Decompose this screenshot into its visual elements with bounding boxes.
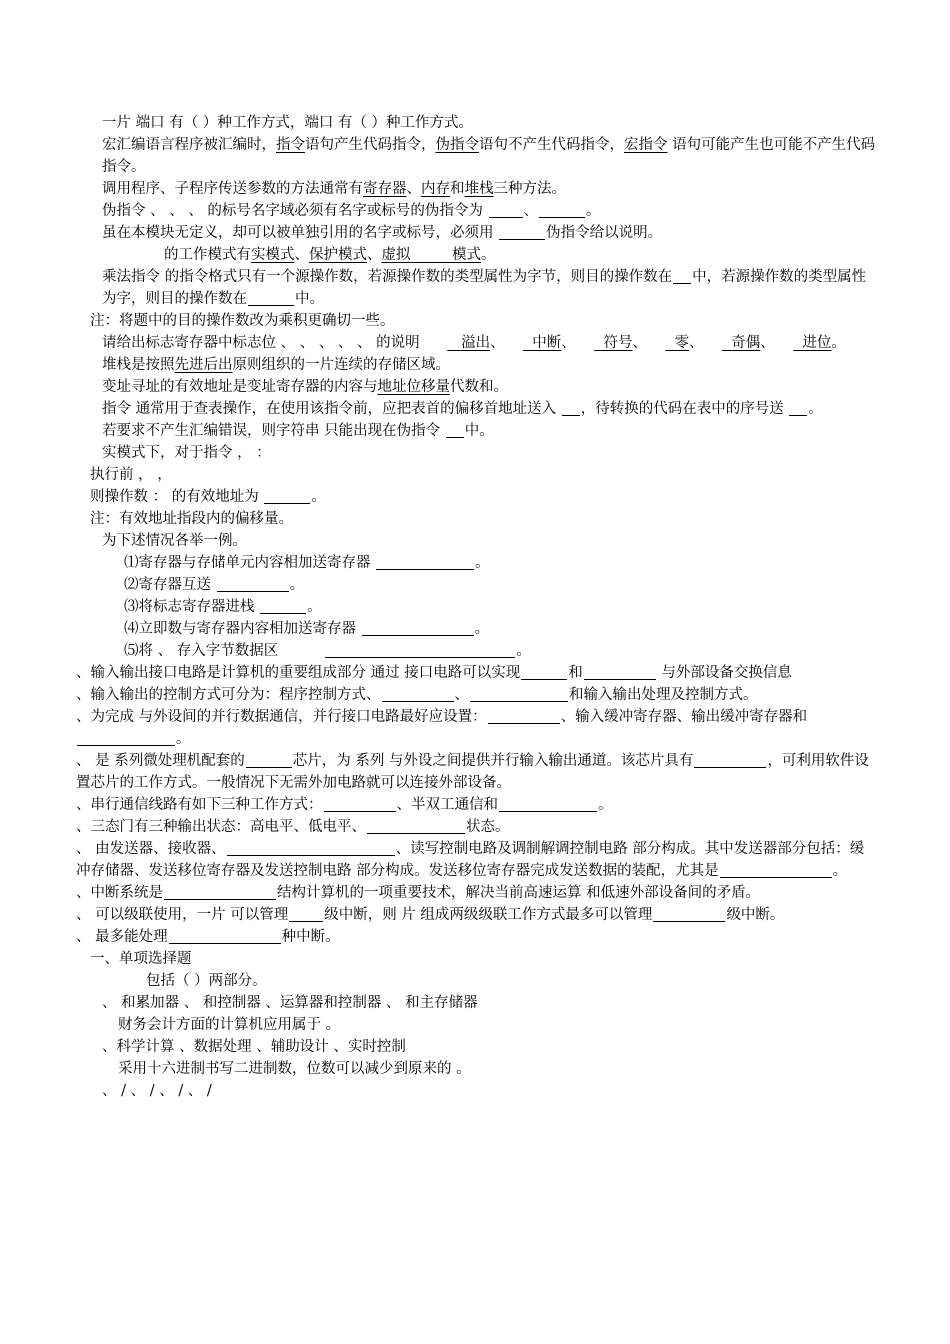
options-text: 、科学计算 、数据处理 、辅助设计 、实时控制 [102, 1039, 406, 1055]
q-text: 、 [294, 247, 309, 263]
example-5 [76, 640, 876, 662]
question-interrupt-system [76, 882, 876, 904]
q-text: 代数和。 [450, 379, 508, 395]
fill-blank[interactable] [539, 202, 585, 218]
q-text: 伪指令给以说明。 [546, 225, 663, 241]
fill-blank[interactable] [489, 202, 523, 218]
answer: 中断 [532, 335, 562, 351]
fill-blank[interactable] [246, 752, 292, 768]
question-extern [76, 222, 876, 244]
q-text: 、 是 系列微处理机配套的 [76, 753, 245, 769]
q-text: 。 [586, 203, 601, 219]
q-text: 调用程序、子程序传送参数的方法通常有 [102, 181, 363, 197]
q-text: 的工作模式有 [164, 247, 251, 263]
q-text: 一片 端口 有（ ）种工作方式，端口 有（ ）种工作方式。 [102, 115, 474, 131]
q-text: 和 [450, 181, 465, 197]
fill-blank[interactable] [164, 884, 276, 900]
answer: 虚拟 [381, 247, 411, 263]
fill-blank[interactable] [367, 818, 465, 834]
answer: 奇偶 [731, 335, 761, 351]
q-text: ，可利用软件设置芯片的工作方式。一般情况下无需外加电路就可以连接外部设备。 [76, 753, 869, 791]
fill-blank[interactable] [446, 422, 464, 438]
answer: 保护模式 [309, 247, 367, 263]
question-string [76, 420, 876, 442]
fill-blank[interactable] [499, 796, 597, 812]
fill-blank[interactable] [470, 686, 568, 702]
fill-blank[interactable] [227, 840, 395, 856]
fill-blank[interactable] [248, 290, 294, 306]
q-text: 语句不产生代码指令， [479, 137, 624, 153]
q-text: 为下述情况各举一例。 [102, 533, 247, 549]
q-text: 包括（ ）两部分。 [146, 973, 267, 989]
fill-blank[interactable] [382, 686, 454, 702]
q-text: 语句产生代码指令， [305, 137, 436, 153]
q-text: 财务会计方面的计算机应用属于 。 [118, 1017, 341, 1033]
q-text: 原则组织的一片连续的存储区域。 [232, 357, 450, 373]
q-text: 。 [176, 731, 191, 747]
fill-blank[interactable] [217, 576, 289, 592]
question-max-interrupts [76, 926, 876, 948]
fill-blank[interactable] [260, 598, 306, 614]
fill-blank[interactable] [264, 488, 310, 504]
q-text: 伪指令 、 、 、 的标号名字域必须有名字或标号的伪指令为 [102, 203, 483, 219]
q-text: 。 [311, 489, 326, 505]
q-text: 、为完成 与外设间的并行数据通信，并行接口电路最好应设置： [76, 709, 487, 725]
q-text: 芯片，为 系列 与外设之间提供并行输入输出通道。该芯片具有 [292, 753, 694, 769]
question-real-mode-before [76, 464, 876, 486]
q-text: 、 [454, 687, 469, 703]
answer: 宏指令 [624, 137, 668, 153]
q-text: 中。 [464, 423, 494, 439]
q-text: 级中断，则 片 组成两级级联工作方式最多可以管理 [324, 907, 653, 923]
question-io-control [76, 684, 876, 706]
q-text: 、 可以级联使用，一片 可以管理 [76, 907, 289, 923]
q-text: 、输入输出接口电路是计算机的重要组成部分 通过 接口电路可以实现 [76, 665, 521, 681]
q-text: 。 [808, 401, 823, 417]
question-io-interface [76, 662, 876, 684]
fill-blank[interactable] [653, 906, 725, 922]
example-2 [76, 574, 876, 596]
q-text: 结构计算机的一项重要技术，解决当前高速运算 和低速外部设备间的矛盾。 [277, 885, 761, 901]
question-index-addressing [76, 376, 876, 398]
fill-blank[interactable] [289, 906, 323, 922]
answer: 先进后出 [174, 357, 233, 373]
answer: 零 [674, 335, 690, 351]
q-text: 、半双工通信和 [396, 797, 498, 813]
answer: 伪指令 [435, 137, 479, 153]
q-text: 变址寻址的有效地址是变址寄存器的内容与 [102, 379, 378, 395]
fill-blank[interactable] [325, 642, 515, 658]
answer: 溢出 [461, 335, 491, 351]
q-text: 实模式下，对于指令 ， ： [102, 445, 271, 461]
q-text: 、 最多能处理 [76, 929, 168, 945]
question-serial-modes [76, 794, 876, 816]
q-text: 。 [307, 599, 322, 615]
note-text: 注：将题中的目的操作数改为乘积更确切一些。 [90, 313, 395, 329]
question-flags: 请给出标志寄存器中标志位 、 、 、 、 、 的说明 溢出、 中断、 符号、 零、 奇偶、 进位。 [102, 335, 846, 351]
q-text: 若要求不产生汇编错误，则字符串 只能出现在伪指令 [102, 423, 441, 439]
q-text: 、三态门有三种输出状态：高电平、低电平、 [76, 819, 366, 835]
q-text: 虽在本模块无定义，却可以被单独引用的名字或标号，必须用 [102, 225, 494, 241]
fill-blank[interactable] [720, 862, 832, 878]
answer: 堆栈 [464, 181, 494, 197]
answer: 指令 [276, 137, 305, 153]
section-heading [76, 948, 876, 970]
example-4 [76, 618, 876, 640]
q-text: 中，若源操作数的类型属性为字，则目的操作数在 [102, 269, 867, 307]
fill-blank[interactable] [488, 708, 560, 724]
q-text: 。 [598, 797, 613, 813]
answer: 地址位移量 [377, 379, 450, 395]
q-text: 采用十六进制书写二进制数，位数可以减少到原来的 。 [118, 1061, 471, 1077]
fill-blank[interactable] [521, 664, 567, 680]
q-text: 。 [832, 863, 848, 879]
question-macro-assembly [76, 134, 876, 178]
question-parameter-passing [76, 178, 876, 200]
q-text: 请给出标志寄存器中标志位 、 、 、 、 、 的说明 [102, 335, 420, 351]
q-text: 、中断系统是 [76, 885, 163, 901]
example-1 [76, 552, 876, 574]
q-text: 语句可能产生也可能不产生代码指令。 [102, 137, 876, 175]
question-work-modes [76, 244, 876, 266]
fill-blank[interactable] [376, 554, 474, 570]
q-text: 。 [480, 247, 496, 263]
answer: 实模式 [251, 247, 295, 263]
note-line [76, 310, 876, 332]
fill-blank[interactable] [562, 400, 580, 416]
q-text: 、串行通信线路有如下三种工作方式： [76, 797, 323, 813]
q-text: 中。 [295, 291, 324, 307]
fill-blank[interactable] [584, 664, 656, 680]
q-text: 指令 通常用于查表操作，在使用该指令前，应把表首的偏移首地址送入 [102, 401, 557, 417]
mc-question-3 [76, 1058, 876, 1080]
q-text: 、 [406, 181, 421, 197]
question-mul [76, 266, 876, 310]
q-text: 、输入缓冲寄存器、输出缓冲寄存器和 [560, 709, 808, 725]
options-text: 、 和累加器 、 和控制器 、运算器和控制器 、 和主存储器 [102, 995, 478, 1011]
q-text: 、输入输出的控制方式可分为：程序控制方式、 [76, 687, 381, 703]
question-tristate [76, 816, 876, 838]
mc-options-1 [76, 992, 876, 1014]
q-text: 宏汇编语言程序被汇编时， [102, 137, 276, 153]
fill-blank[interactable] [673, 268, 691, 284]
fill-blank[interactable] [324, 796, 396, 812]
q-text: 、 [523, 203, 539, 219]
example-3 [76, 596, 876, 618]
fill-blank[interactable] [694, 752, 766, 768]
fill-blank[interactable] [362, 620, 474, 636]
mc-question-2 [76, 1014, 876, 1036]
question-8259-cascade [76, 904, 876, 926]
answer: 内存 [421, 181, 450, 197]
q-text: ⑵寄存器互送 [124, 577, 211, 593]
q-text: 级中断。 [726, 907, 785, 923]
fill-blank[interactable] [789, 400, 807, 416]
q-text: ⑶将标志寄存器进栈 [124, 599, 255, 615]
q-text: 。 [289, 577, 305, 593]
q-text: ，待转换的代码在表中的序号送 [580, 401, 784, 417]
question-8251 [76, 838, 876, 882]
q-text: 和 [568, 665, 583, 681]
note-text: 注：有效地址指段内的偏移量。 [90, 511, 293, 527]
q-text: 则操作数 ： 的有效地址为 [90, 489, 259, 505]
q-text: 、读写控制电路及调制解调控制电路 部分构成。其中发送器部分包括：缓冲存储器、发送移位寄存器及发送控制电路 部分构成。发送移位寄存器完成发送数据的装配，尤其是 [76, 841, 865, 879]
q-text: 堆栈是按照 [102, 357, 175, 373]
q-text: 。 [475, 555, 490, 571]
question-8255-chip [76, 750, 876, 794]
q-text: 。 [516, 643, 531, 659]
mc-options-3 [76, 1080, 876, 1102]
mc-question-1 [76, 970, 876, 992]
q-text: 与外部设备交换信息 [656, 665, 792, 681]
fill-blank[interactable] [169, 928, 281, 944]
answer: 进位 [802, 335, 832, 351]
q-text: 三种方法。 [493, 181, 566, 197]
answer: 符号 [603, 335, 633, 351]
fill-blank[interactable] [499, 224, 545, 240]
question-examples [76, 530, 876, 552]
q-text: 和输入输出处理及控制方式。 [569, 687, 758, 703]
question-parallel-interface [76, 706, 876, 750]
question-pseudo-instruction [76, 200, 876, 222]
heading-text: 一、单项选择题 [90, 951, 192, 967]
document-page [76, 112, 876, 1102]
q-text: 种中断。 [281, 929, 340, 945]
q-text: ⑴寄存器与存储单元内容相加送寄存器 [124, 555, 371, 571]
answer: 寄存器 [363, 181, 407, 197]
q-text: 。 [474, 621, 490, 637]
mc-options-2 [76, 1036, 876, 1058]
q-text: 状态。 [466, 819, 510, 835]
question-8255-ports [76, 112, 876, 134]
question-real-mode [76, 442, 876, 464]
question-real-mode-ea [76, 486, 876, 508]
fill-blank[interactable] [77, 730, 175, 746]
question-stack [76, 354, 876, 376]
question-xlat [76, 398, 876, 420]
q-text: 乘法指令 的指令格式只有一个源操作数，若源操作数的类型属性为字节，则目的操作数在 [102, 269, 673, 285]
options-text: 、 / 、 / 、 / 、 / [102, 1083, 212, 1099]
q-text: 、 由发送器、接收器、 [76, 841, 226, 857]
answer: 模式 [451, 247, 481, 263]
q-text: 、 [367, 247, 382, 263]
q-text: ⑷立即数与寄存器内容相加送寄存器 [124, 621, 356, 637]
q-text: ⑸将 、 存入字节数据区 [124, 643, 279, 659]
note-line [76, 508, 876, 530]
q-text: 执行前 ， ， [90, 467, 172, 483]
